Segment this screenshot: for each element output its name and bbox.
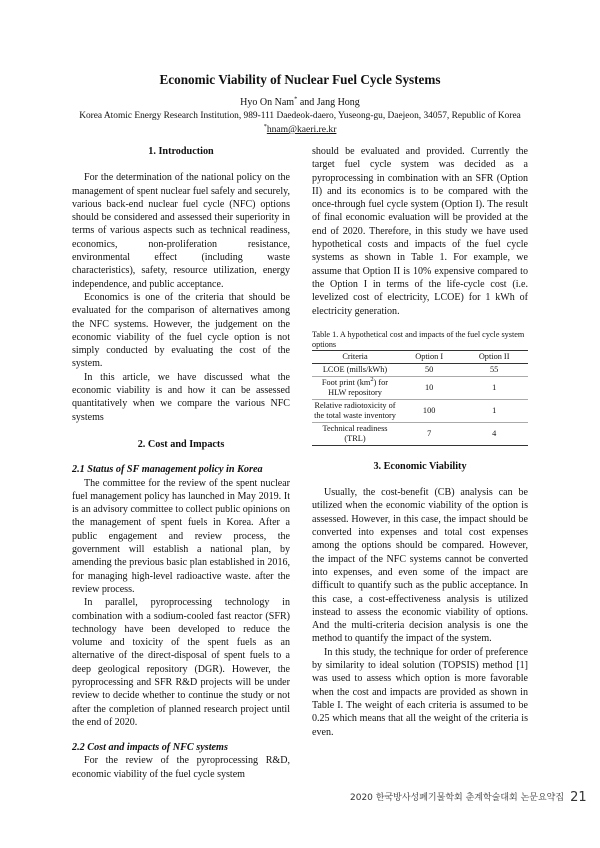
sub21-paragraph-2: In parallel, pyroprocessing technology in combination with a sodium-cooled fast reactor (SFR) technology have been developed to reduce the volume and toxicity of the spent fuels as an alternative of the direct-disposal of spent fuels to a deep geological repository (DGR). However, the pyroprocessing and SFR R&D projects will be under review to decide whether to continue the study or not after the completion of planned research project until the end of 2020. <box>72 597 290 728</box>
paper-title: Economic Viability of Nuclear Fuel Cycle Systems <box>159 72 441 87</box>
subsection-heading-2-1: 2.1 Status of SF management policy in Korea <box>72 464 263 476</box>
authors-line <box>0 97 600 108</box>
econ-paragraph-2: In this study, the technique for order of preference by similarity to ideal solution (TOPSIS) method [1] was used to assess which option is more favorable when the cost and impacts are provided as shown in Table I. The weight of each criteria is assumed to be 0.25 which means that all the weight of the criteria is even. <box>312 646 528 738</box>
row-criteria: LCOE (mills/kWh) <box>312 363 398 376</box>
row-option-2-value: 4 <box>492 428 497 438</box>
left-column <box>72 145 290 781</box>
page-footer <box>350 790 587 805</box>
sub22-paragraph-1: For the review of the pyroprocessing R&D, economic viability of the fuel cycle system <box>72 755 290 780</box>
row-criteria: Relative radiotoxicity of the total waste inventory <box>312 399 398 422</box>
header-option-1: Option I <box>398 350 460 363</box>
intro-paragraph-3: In this article, we have discussed what the economic viability is and how it can be assessed quantitatively when we compare the various NFC systems <box>72 371 290 423</box>
table-row <box>312 363 528 376</box>
intro-paragraph-1: For the determination of the national policy on the management of spent nuclear fuel safely and securely, various back-end nuclear fuel cycle (NFC) options should be considered and assessed their superiority in terms of various aspects such as technical readiness, economics, non-proliferation resistance, environmental effect (including waste characteristics), safety, resource utilization, energy independence, and public acceptance. <box>72 172 290 290</box>
intro-paragraph-2: Economics is one of the criteria that should be evaluated for the comparison of alternatives among the NFC systems. However, the judgement on the economic viability of the fuel cycle option is not simply conducted by evaluating the cost of the system. <box>72 291 290 370</box>
right-paragraph-1: should be evaluated and provided. Currently the target fuel cycle system was decided as a pyroprocessing in combination with an SFR (Option II) and its economics is to be compared with the once-through fuel cycle system (Option I). The result of final economic evaluation will be provided at the end of 2020. Therefore, in this study we have used hypothetical costs and impacts of the fuel cycle systems as shown in Table 1. For example, we assume that Option II is 10% expensive compared to the Option I in terms of the life-cycle cost (i.e. levelized cost of electricity, LCOE) for 1 kWh of electricity generation. <box>312 146 528 317</box>
header-criteria: Criteria <box>312 350 398 363</box>
email-line <box>0 124 600 135</box>
subsection-heading-2-2: 2.2 Cost and impacts of NFC systems <box>72 742 228 754</box>
author-2: and Jang Hong <box>297 97 360 108</box>
page-number: 21 <box>570 790 587 805</box>
table-row <box>312 422 528 445</box>
affiliation: Korea Atomic Energy Research Institution, 989-111 Daedeok-daero, Yuseong-gu, Daejeon, 34057, Republic of Korea <box>79 111 521 121</box>
row-option-1-value: 7 <box>427 428 432 438</box>
table-row <box>312 376 528 399</box>
row-option-2-value: 55 <box>460 363 528 376</box>
row-criteria <box>312 376 398 399</box>
row-option-2-value: 1 <box>460 399 528 422</box>
econ-paragraph-1: Usually, the cost-benefit (CB) analysis can be utilized when the economic viability of the option is assessed. However, in this case, the impact should be converted into expenses and total cost expenses among the options should be compared. However, the impact of the NFC systems cannot be converted into expenses, and even some of the impact are difficult to quantify such as the public acceptance. In this case, a cost-effectiveness analysis is utilized instead to assess the economic viability of options. And the multi-criteria decision analysis is one the method to quantify the impact of the system. <box>312 487 528 645</box>
right-column <box>312 145 528 739</box>
criteria-superscript: 2 <box>370 376 374 384</box>
criteria-text: ) for HLW repository <box>328 377 389 397</box>
cost-impacts-table <box>312 350 528 446</box>
section-heading-economic-viability: 3. Economic Viability <box>373 460 467 472</box>
author-1: Hyo On Nam <box>240 97 295 108</box>
row-option-1-value: 100 <box>398 399 460 422</box>
row-option-1-value: 10 <box>398 376 460 399</box>
table-caption: Table 1. A hypothetical cost and impacts of the fuel cycle system options <box>312 329 525 349</box>
sub21-paragraph-1: The committee for the review of the spent nuclear fuel management policy has launched in May 2019. It is an advisory committee to collect public opinions on the management of spent fuels in Korea. After a public engagement and review process, the government will establish a national plan, by amending the previous basic plan established in 2016, for managing high-level radioactive waste. after the review process. <box>72 477 290 595</box>
section-heading-cost-impacts: 2. Cost and Impacts <box>137 438 225 450</box>
criteria-text: Foot print (km <box>321 377 371 387</box>
header-option-2: Option II <box>460 350 528 363</box>
table-row <box>312 399 528 422</box>
row-option-1-value: 50 <box>398 363 460 376</box>
table-header-row <box>312 350 528 363</box>
section-heading-introduction: 1. Introduction <box>148 146 214 157</box>
row-criteria: Technical readiness (TRL) <box>322 423 388 443</box>
row-option-2-value: 1 <box>460 376 528 399</box>
footer-text: 2020 한국방사성폐기물학회 춘계학술대회 논문요약집 <box>350 793 565 803</box>
email-mark: * <box>263 122 267 130</box>
email-link[interactable]: hnam@kaeri.re.kr <box>266 124 337 135</box>
corresponding-mark: * <box>294 95 298 103</box>
